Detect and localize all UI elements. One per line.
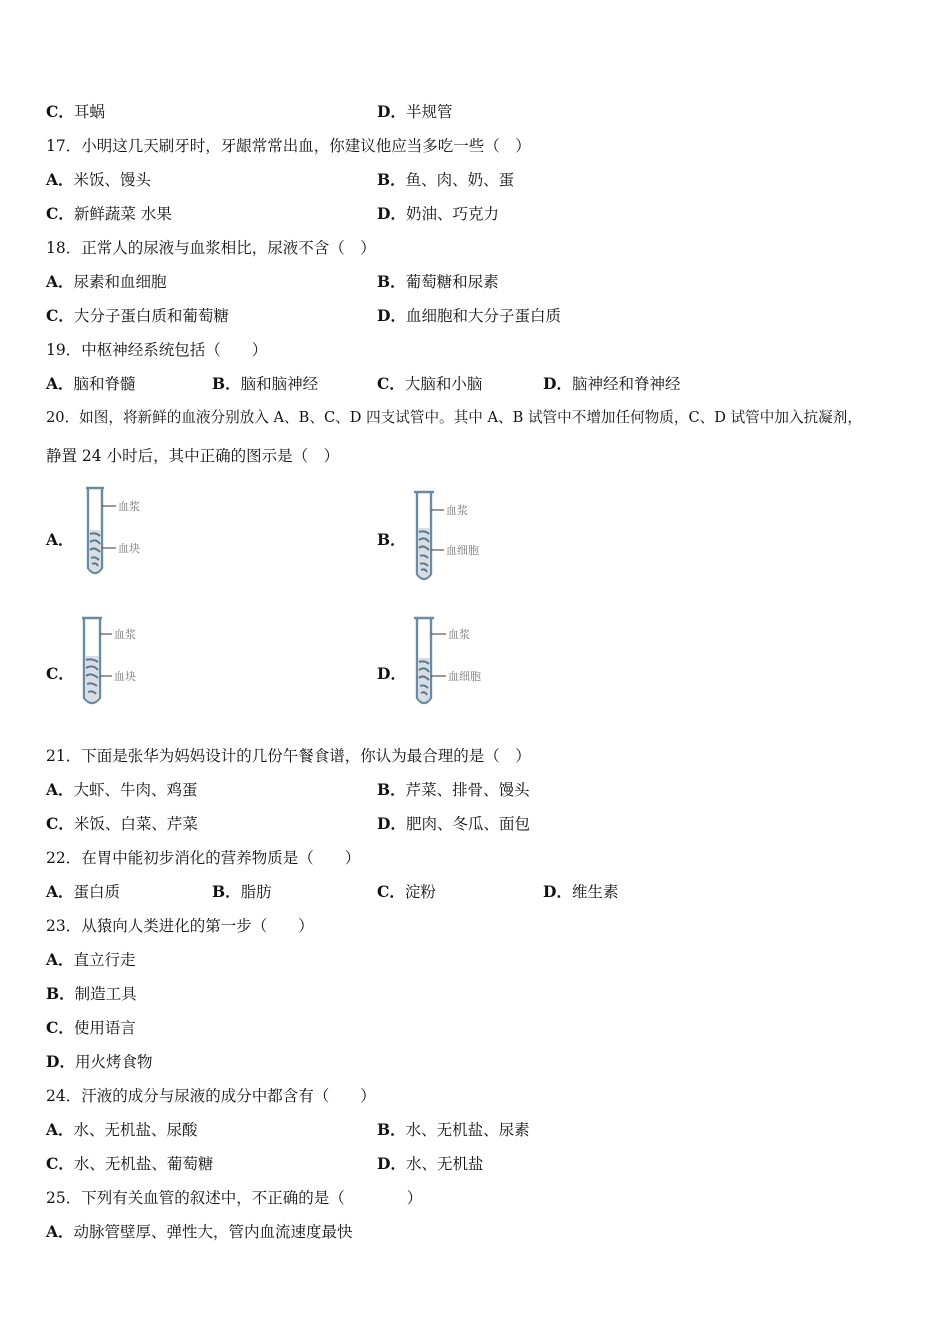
q19-option-d: D．脑神经和脊神经 — [543, 374, 681, 393]
q23-option-c: C．使用语言 — [46, 1018, 136, 1037]
q20-tube-d-top-label: 血浆 — [448, 628, 470, 641]
q20-tube-a-top-label: 血浆 — [118, 500, 140, 513]
q20-tube-b-bottom-label: 血细胞 — [446, 544, 479, 557]
q21-stem: 21．下面是张华为妈妈设计的几份午餐食谱，你认为最合理的是（ ） — [46, 747, 531, 765]
q24-option-b: B．水、无机盐、尿素 — [377, 1120, 530, 1139]
q20-option-d-letter: D． — [377, 664, 406, 683]
q21-option-c: C．米饭、白菜、芹菜 — [46, 814, 198, 833]
q20-tube-b-top-label: 血浆 — [446, 504, 468, 517]
q18-option-d: D．血细胞和大分子蛋白质 — [377, 306, 561, 325]
q20-tube-d-bottom-label: 血细胞 — [448, 670, 481, 683]
q20-tube-c-bottom-label: 血块 — [114, 670, 136, 683]
q19-option-b: B．脑和脑神经 — [212, 374, 319, 393]
q18-option-a: A．尿素和血细胞 — [46, 272, 167, 291]
q19-option-c: C．大脑和小脑 — [377, 374, 483, 393]
q17-option-d: D．奶油、巧克力 — [377, 204, 499, 223]
q20-tube-d — [404, 614, 504, 710]
q24-option-a: A．水、无机盐、尿酸 — [46, 1120, 198, 1139]
q20-option-a-letter: A． — [46, 530, 74, 549]
q20-tube-a — [74, 486, 174, 582]
q23-stem: 23．从猿向人类进化的第一步（ ） — [46, 917, 314, 935]
q24-stem: 24．汗液的成分与尿液的成分中都含有（ ） — [46, 1087, 376, 1105]
q20-option-c-letter: C． — [46, 664, 74, 683]
q19-option-a: A．脑和脊髓 — [46, 374, 136, 393]
q21-option-d: D．肥肉、冬瓜、面包 — [377, 814, 530, 833]
q17-option-a: A．米饭、馒头 — [46, 170, 152, 189]
q20-tube-c-top-label: 血浆 — [114, 628, 136, 641]
q20-tube-c — [72, 614, 172, 710]
q18-option-c: C．大分子蛋白质和葡萄糖 — [46, 306, 229, 325]
q17-stem: 17．小明这几天刷牙时，牙龈常常出血，你建议他应当多吃一些（ ） — [46, 137, 531, 155]
q22-stem: 22．在胃中能初步消化的营养物质是（ ） — [46, 849, 361, 867]
q22-option-d: D．维生素 — [543, 882, 619, 901]
q19-stem: 19．中枢神经系统包括（ ） — [46, 341, 268, 359]
q23-option-b: B．制造工具 — [46, 984, 137, 1003]
q22-option-b: B．脂肪 — [212, 882, 272, 901]
q24-option-c: C．水、无机盐、葡萄糖 — [46, 1154, 214, 1173]
q23-option-a: A．直立行走 — [46, 950, 136, 969]
q16-option-c: C．耳蜗 — [46, 102, 105, 121]
q17-option-b: B．鱼、肉、奶、蛋 — [377, 170, 515, 189]
q21-option-b: B．芹菜、排骨、馒头 — [377, 780, 530, 799]
q22-option-a: A．蛋白质 — [46, 882, 121, 901]
q17-option-c: C．新鲜蔬菜 水果 — [46, 204, 172, 223]
q24-option-d: D．水、无机盐 — [377, 1154, 484, 1173]
q20-tube-b — [404, 488, 504, 584]
q20-option-b-letter: B． — [377, 530, 406, 549]
q23-option-d: D．用火烤食物 — [46, 1052, 153, 1071]
q20-stem-line1: 20．如图，将新鲜的血液分别放入 A、B、C、D 四支试管中。其中 A、B 试管中不增加任何物质，C、D 试管中加入抗凝剂， — [46, 409, 862, 426]
q25-option-a: A．动脉管壁厚、弹性大，管内血流速度最快 — [46, 1222, 353, 1241]
q18-stem: 18．正常人的尿液与血浆相比，尿液不含（ ） — [46, 239, 376, 257]
q16-option-d: D．半规管 — [377, 102, 453, 121]
q22-option-c: C．淀粉 — [377, 882, 436, 901]
q21-option-a: A．大虾、牛肉、鸡蛋 — [46, 780, 198, 799]
q20-stem-line2: 静置 24 小时后，其中正确的图示是（ ） — [46, 447, 340, 465]
q18-option-b: B．葡萄糖和尿素 — [377, 272, 499, 291]
q25-stem: 25．下列有关血管的叙述中，不正确的是（ ） — [46, 1189, 423, 1207]
q20-tube-a-bottom-label: 血块 — [118, 542, 140, 555]
